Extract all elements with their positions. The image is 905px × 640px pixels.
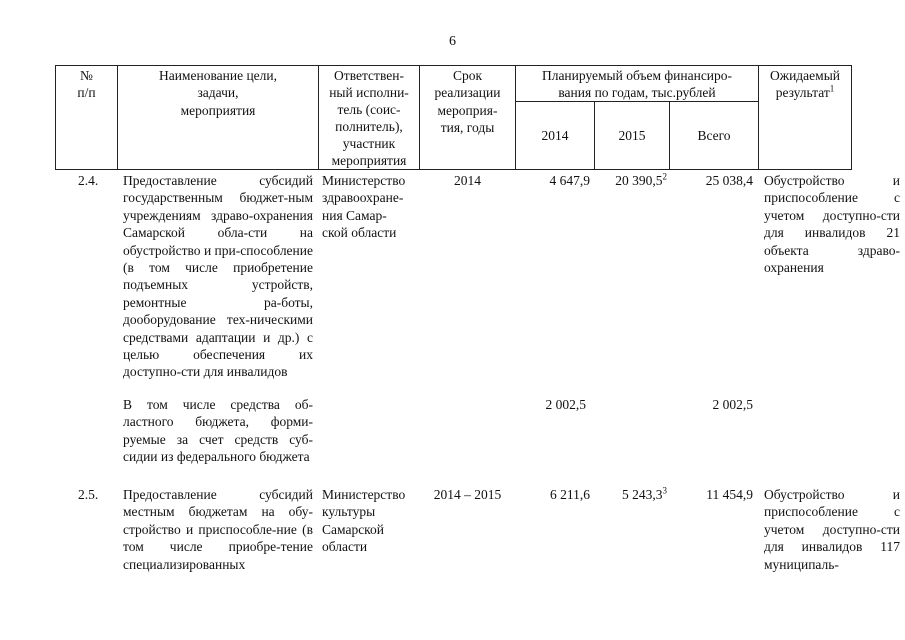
row-2-4-subrow-total: 2 002,5: [712, 397, 753, 412]
row-2-4-term: 2014: [454, 173, 481, 188]
row-2-5-num: 2.5.: [78, 487, 99, 502]
row-2-5-term: 2014 – 2015: [433, 487, 502, 502]
row-2-4-subrow-2014: 2 002,5: [545, 397, 586, 412]
header-executor: Ответствен- ный исполни- тель (соис- полнитель), участник мероприятия: [329, 68, 409, 168]
table-right-border: [851, 65, 852, 170]
header-num: № п/п: [77, 68, 96, 101]
header-funding: Планируемый объем финансиро- вания по годам, тыс.рублей: [541, 68, 733, 101]
row-2-4-2015-footnote: 2: [662, 171, 667, 182]
row-2-5-2015-footnote: 3: [662, 485, 667, 496]
page-number: 6: [449, 34, 456, 49]
row-2-4-2015: [595, 172, 667, 189]
row-2-5-name: Предоставление субсидий местным бюджетам на обу-стройство и приспособле-ние (в том числе приобре-тение специализированных: [123, 487, 313, 572]
row-2-4-name: Предоставление субсидий государственным бюджет-ным учреждениям здраво-охранения Самарской обла-сти на обустройство и при-способление (в том числе приобретение подъемных устройств, ремонтные ра-боты, дооборудование тех-ническими средствами адаптации и др.) с целью обеспечения их доступно-сти для инвалидов: [123, 173, 313, 380]
row-2-4-num: 2.4.: [78, 173, 99, 188]
header-bottom-border: [55, 169, 852, 170]
row-2-5-2014: 6 211,6: [550, 487, 590, 502]
header-2015: 2015: [618, 128, 646, 143]
header-term: Срок реализации мероприя- тия, годы: [434, 68, 501, 136]
row-2-5-executor: Министерство культуры Самарской области: [322, 487, 406, 555]
row-2-4-result: Обустройство и приспособление с учетом доступно-сти для инвалидов 21 объекта здраво-охранения: [764, 173, 900, 276]
row-2-4-executor: Министерство здравоохране- ния Самар- ской области: [322, 173, 406, 241]
row-2-4-2014: 4 647,9: [549, 173, 590, 188]
table-top-border: [55, 65, 852, 66]
header-result-footnote: 1: [829, 83, 835, 94]
header-2014: 2014: [541, 128, 569, 143]
header-name: Наименование цели, задачи, мероприятия: [158, 68, 278, 118]
row-2-4-total: 25 038,4: [705, 173, 753, 188]
row-2-4-subrow-name: В том числе средства об-ластного бюджета, форми-руемые за счет средств суб-сидии из федерального бюджета: [123, 397, 313, 465]
header-result: [759, 67, 851, 102]
header-total: Всего: [697, 128, 731, 143]
row-2-5-total: 11 454,9: [706, 487, 753, 502]
row-2-5-2015: [595, 486, 667, 503]
row-2-4-2015-value: 20 390,5: [615, 173, 663, 188]
row-2-5-result: Обустройство и приспособление с учетом доступно-сти для инвалидов 117 муниципаль-: [764, 487, 900, 572]
row-2-5-2015-value: 5 243,3: [622, 487, 663, 502]
header-result-text: Ожидаемый результат: [770, 68, 840, 101]
